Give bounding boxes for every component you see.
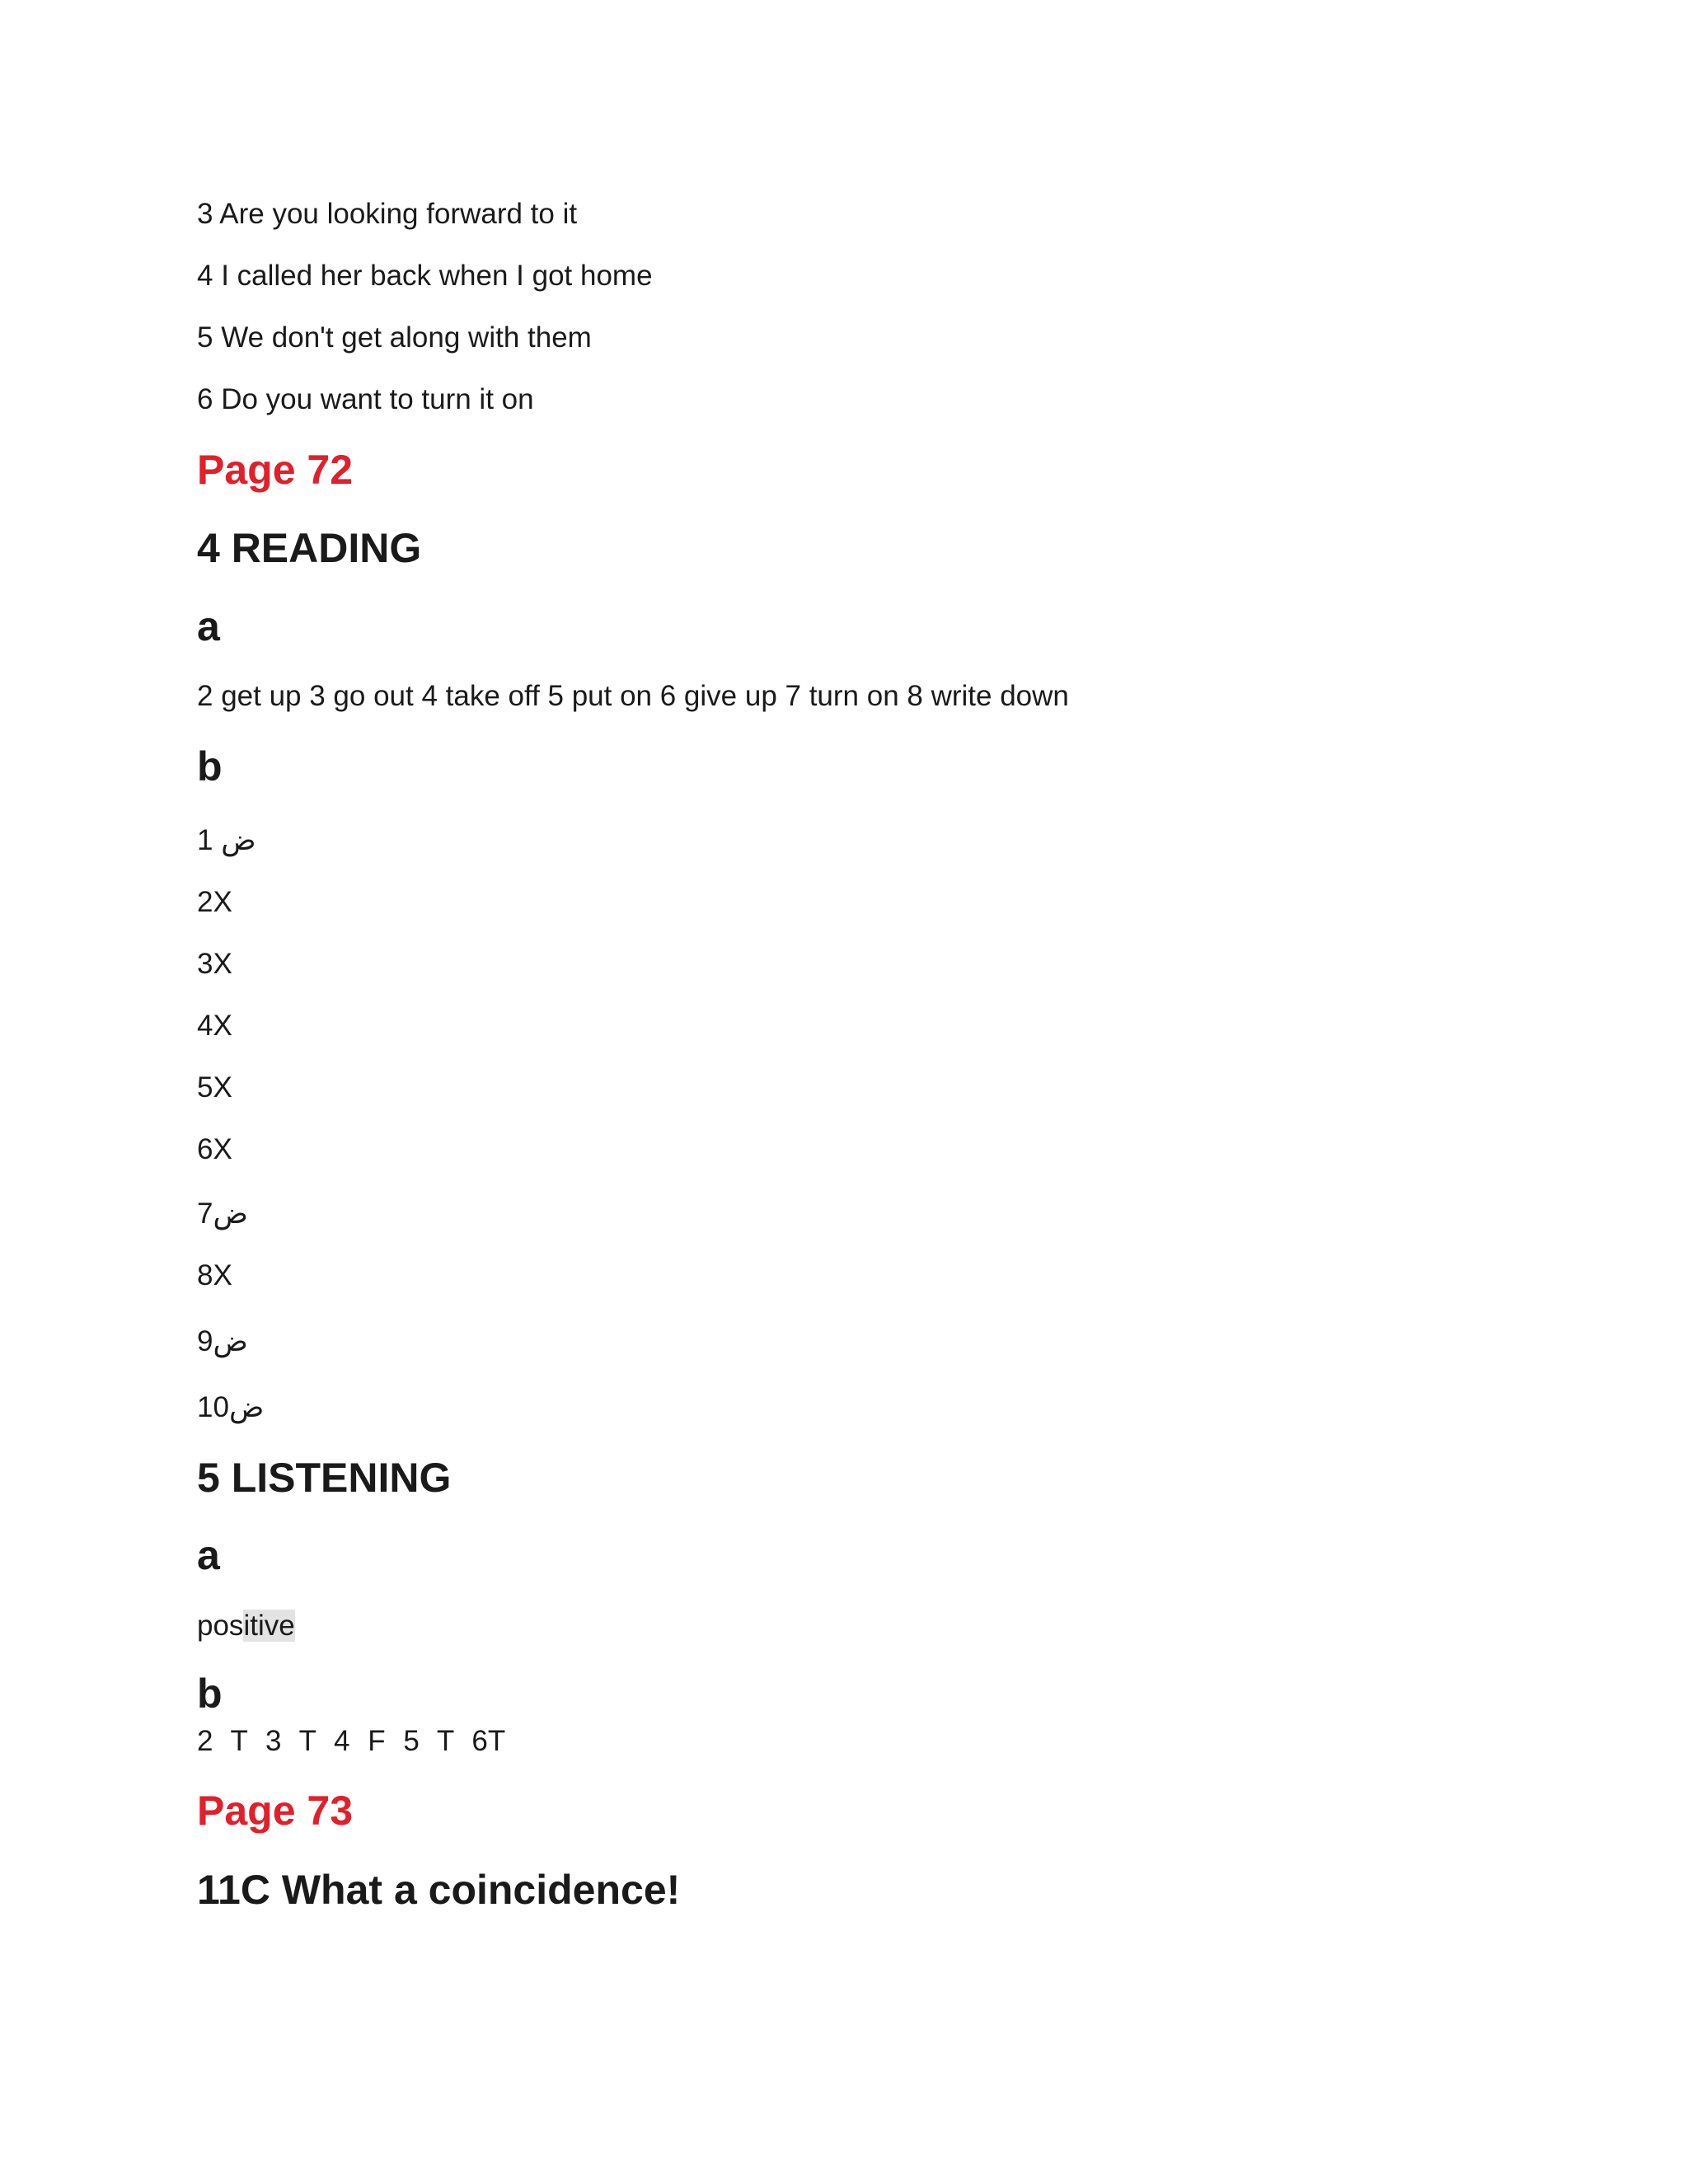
reading-b-answer-9: 9ض bbox=[197, 1325, 248, 1357]
listening-part-b-label: b bbox=[197, 1671, 223, 1717]
listening-section-heading: 5 LISTENING bbox=[197, 1455, 452, 1501]
reading-b-answer-5: 5X bbox=[197, 1071, 232, 1104]
intro-line-5: 5 We don't get along with them bbox=[197, 321, 592, 354]
reading-part-b-label: b bbox=[197, 743, 223, 790]
reading-b-answer-6: 6X bbox=[197, 1133, 232, 1165]
reading-b-answer-3: 3X bbox=[197, 948, 232, 980]
listening-part-a-answer bbox=[197, 1611, 295, 1640]
lesson-title: 11C What a coincidence! bbox=[197, 1867, 681, 1913]
page-72-heading: Page 72 bbox=[197, 447, 354, 493]
listening-a-highlighted-text: itive bbox=[243, 1610, 295, 1642]
listening-a-text: pos bbox=[197, 1610, 244, 1642]
reading-part-a-answer: 2 get up 3 go out 4 take off 5 put on 6 give up 7 turn on 8 write down bbox=[197, 680, 1069, 712]
page-73-heading: Page 73 bbox=[197, 1788, 354, 1834]
reading-b-answer-4: 4X bbox=[197, 1010, 232, 1042]
intro-line-4: 4 I called her back when I got home bbox=[197, 260, 653, 292]
reading-b-answer-7: 7ض bbox=[197, 1197, 248, 1230]
intro-line-6: 6 Do you want to turn it on bbox=[197, 383, 534, 415]
reading-b-answer-2: 2X bbox=[197, 886, 232, 918]
intro-line-3: 3 Are you looking forward to it bbox=[197, 198, 578, 230]
reading-b-answer-8: 8X bbox=[197, 1259, 232, 1291]
reading-b-answer-10: 10ض bbox=[197, 1391, 265, 1423]
document-page bbox=[197, 0, 1598, 2184]
listening-part-b-answer: 2 T 3 T 4 F 5 T 6T bbox=[197, 1725, 506, 1757]
reading-section-heading: 4 READING bbox=[197, 525, 422, 571]
reading-b-answer-1: 1 ض bbox=[197, 824, 256, 856]
listening-part-a-label: a bbox=[197, 1532, 220, 1578]
reading-part-a-label: a bbox=[197, 603, 220, 649]
